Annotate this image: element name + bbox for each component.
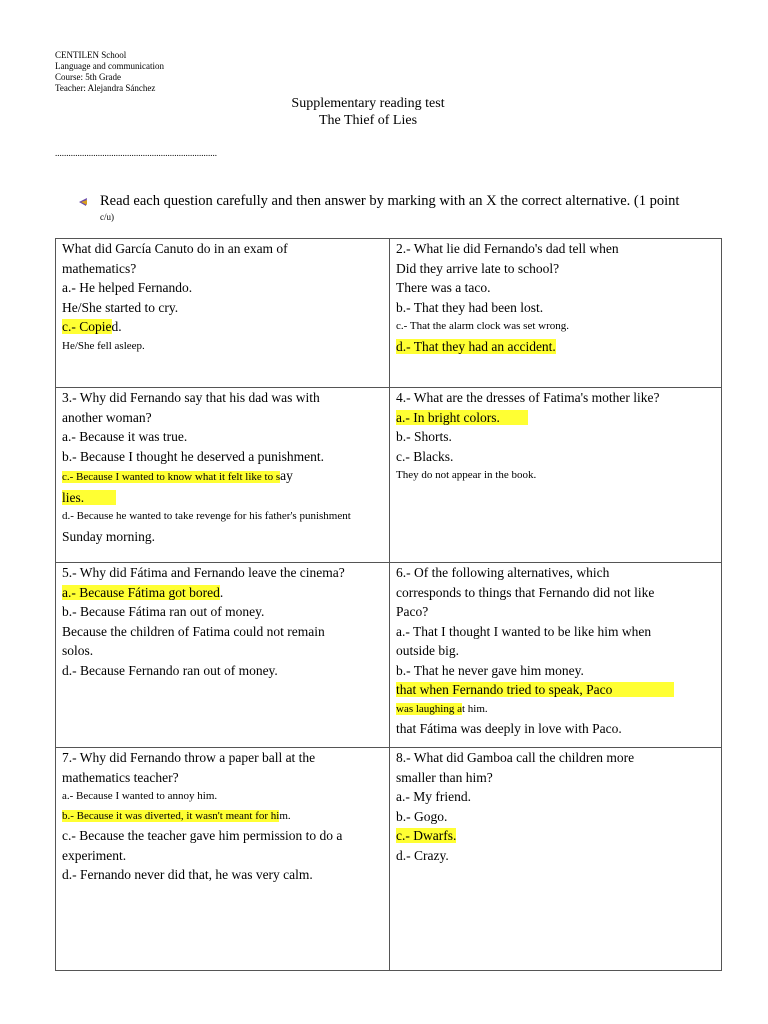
answer-option[interactable]: d.- Because he wanted to take revenge for his father's punishment [62,510,351,522]
question-3: 3.- Why did Fernando say that his dad was with another woman? a.- Because it was true. b.- Because I thought he deserved a punishment. c.- Because I wanted to know what it felt like to say lies. d.- Because he wanted to take revenge for his father's punishment Sunday morning. [56,388,390,563]
highlighted-answer: c.- Because I wanted to know what it felt like to s [62,471,281,483]
answer-option[interactable]: c.- Copied. [62,319,122,334]
document-header [55,50,164,94]
answer-option[interactable]: c.- Blacks. [396,448,454,464]
questions-table [55,238,722,971]
instruction-text: Read each question carefully and then answer by marking with an X the correct alternative. (1 point [100,193,680,209]
answer-option[interactable]: b.- Gogo. [396,808,448,824]
answer-option[interactable]: c.- Because the teacher gave him permission to do a [62,828,343,843]
question-7: 7.- Why did Fernando throw a paper ball at the mathematics teacher? a.- Because I wanted to annoy him. b.- Because it was diverted, it wasn't meant for him. c.- Because the teacher gave him permission to do a experiment. d.- Fernando never did that, he was very calm. [56,748,390,971]
test-title: Supplementary reading test [291,96,445,111]
question-1: What did García Canuto do in an exam of mathematics? a.- He helped Fernando. He/She started to cry. c.- Copied. He/She fell asleep. [56,239,390,388]
question-5: 5.- Why did Fátima and Fernando leave the cinema? a.- Because Fátima got bored. b.- Because Fátima ran out of money. Because the children of Fatima could not remain solos. d.- Because Fernando ran out of money. [56,563,390,748]
answer-option[interactable]: a.- Because I wanted to annoy him. [62,790,218,802]
answer-option[interactable] [396,826,715,846]
highlighted-answer: c.- Dwarfs. [396,828,457,843]
answer-option[interactable]: b.- Shorts. [396,429,452,444]
book-title: The Thief of Lies [318,113,418,128]
question-8: 8.- What did Gamboa call the children more smaller than him? a.- My friend. b.- Gogo. c.- Dwarfs. d.- Crazy. [390,748,722,971]
answer-option[interactable]: a.- My friend. [396,789,471,804]
answer-option[interactable]: d.- Fernando never did that, he was very calm. [62,867,313,882]
question-4: 4.- What are the dresses of Fatima's mother like? a.- In bright colors. b.- Shorts. c.- Blacks. They do not appear in the book. [390,388,722,563]
highlighted-answer: a.- In bright colors. [396,410,528,425]
instruction-points: c/u) [100,212,114,222]
answer-option[interactable]: that Fátima was deeply in love with Paco. [396,721,622,736]
course-name: Course: 5th Grade [55,72,121,82]
answer-option[interactable] [396,337,715,357]
answer-option[interactable]: b.- Because it was diverted, it wasn't meant for him. [62,809,291,822]
answer-option[interactable]: Because the children of Fatima could not remain [62,623,325,639]
answer-option[interactable]: a.- Because Fátima got bored. [62,584,224,600]
answer-option[interactable]: a.- Because it was true. [62,429,188,444]
question-2: 2.- What lie did Fernando's dad tell when Did they arrive late to school? There was a taco. b.- That they had been lost. c.- That the alarm clock was set wrong. d.- That they had an accident. [390,239,722,388]
answer-option[interactable]: He/She fell asleep. [62,339,145,352]
teacher-name: Teacher: Alejandra Sánchez [55,83,156,93]
answer-option[interactable]: b.- That they had been lost. [396,299,544,315]
answer-option[interactable]: b.- Because Fátima ran out of money. [62,604,265,619]
answer-option[interactable]: c.- That the alarm clock was set wrong. [396,320,569,332]
answer-option[interactable]: There was a taco. [396,280,491,295]
name-line: ........................................................................ [55,148,217,158]
question-6: 6.- Of the following alternatives, which corresponds to things that Fernando did not like Paco? a.- That I thought I wanted to be like him when outside big. b.- That he never gave him money. that when Fernando tried to speak, Paco was laughing at him. that Fátima was deeply in love with Paco. [390,563,722,748]
answer-option[interactable]: a.- He helped Fernando. [62,280,193,295]
answer-option[interactable]: b.- Because I thought he deserved a punishment. [62,448,325,464]
answer-option[interactable] [396,408,715,428]
answer-option[interactable] [396,680,715,700]
answer-option[interactable]: They do not appear in the book. [396,469,537,481]
school-name: CENTILEN School [55,50,127,60]
answer-option[interactable]: He/She started to cry. [62,299,179,315]
answer-option[interactable]: d.- Because Fernando ran out of money. [62,662,278,678]
highlighted-answer: c.- Copie [62,319,112,334]
highlighted-answer: a.- Because Fátima got bored [62,584,220,600]
subject-name: Language and communication [55,61,164,71]
highlighted-answer: d.- That they had an accident. [396,338,556,354]
highlighted-answer: that when Fernando tried to speak, Paco [396,682,674,697]
bullet-icon [78,196,90,208]
highlighted-answer: b.- Because it was diverted, it wasn't meant for hi [62,809,280,822]
answer-option[interactable]: c.- Because I wanted to know what it felt like to say [62,468,293,483]
answer-option[interactable]: a.- That I thought I wanted to be like him when [396,623,652,639]
answer-option[interactable]: d.- Crazy. [396,847,449,863]
answer-option[interactable]: b.- That he never gave him money. [396,662,584,678]
